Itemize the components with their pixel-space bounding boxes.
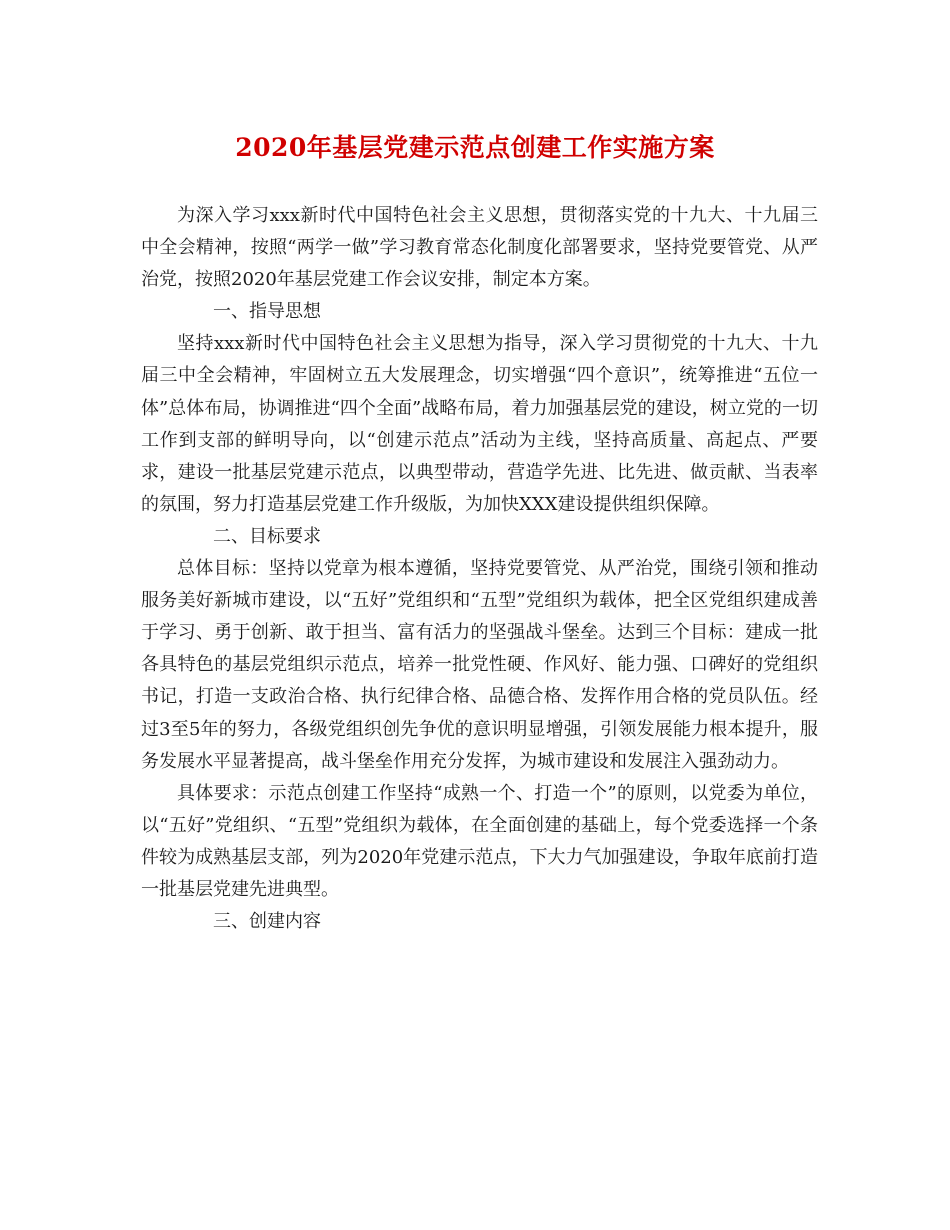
intro-paragraph: 为深入学习xxx新时代中国特色社会主义思想，贯彻落实党的十九大、十九届三中全会精神，按照“两学一做”学习教育常态化制度化部署要求，坚持党要管党、从严治党，按照2020年基层党建工作会议安排，制定本方案。: [141, 205, 818, 291]
section-heading-goals: 二、目标要求: [213, 525, 321, 547]
document-body: [141, 200, 818, 938]
section-heading-guiding-ideology: 一、指导思想: [213, 301, 321, 323]
section-heading-content: 三、创建内容: [213, 911, 321, 933]
specific-requirements-paragraph: 具体要求：示范点创建工作坚持“成熟一个、打造一个”的原则，以党委为单位，以“五好”党组织、“五型”党组织为载体，在全面创建的基础上，每个党委选择一个条件较为成熟基层支部，列为2020年党建示范点，下大力气加强建设，争取年底前打造一批基层党建先进典型。: [141, 782, 818, 900]
guiding-ideology-paragraph: 坚持xxx新时代中国特色社会主义思想为指导，深入学习贯彻党的十九大、十九届三中全会精神，牢固树立五大发展理念，切实增强“四个意识”，统筹推进“五位一体”总体布局，协调推进“四个全面”战略布局，着力加强基层党的建设，树立党的一切工作到支部的鲜明导向，以“创建示范点”活动为主线，坚持高质量、高起点、严要求，建设一批基层党建示范点，以典型带动，营造学先进、比先进、做贡献、当表率的氛围，努力打造基层党建工作升级版，为加快XXX建设提供组织保障。: [141, 333, 818, 515]
overall-goal-paragraph: 总体目标：坚持以党章为根本遵循，坚持党要管党、从严治党，围绕引领和推动服务美好新城市建设，以“五好”党组织和“五型”党组织为载体，把全区党组织建成善于学习、勇于创新、敢于担当、富有活力的坚强战斗堡垒。达到三个目标：建成一批各具特色的基层党组织示范点，培养一批党性硬、作风好、能力强、口碑好的党组织书记，打造一支政治合格、执行纪律合格、品德合格、发挥作用合格的党员队伍。经过3至5年的努力，各级党组织创先争优的意识明显增强，引领发展能力根本提升，服务发展水平显著提高，战斗堡垒作用充分发挥，为城市建设和发展注入强劲动力。: [141, 558, 818, 772]
document-title: 2020年基层党建示范点创建工作实施方案: [235, 133, 715, 162]
